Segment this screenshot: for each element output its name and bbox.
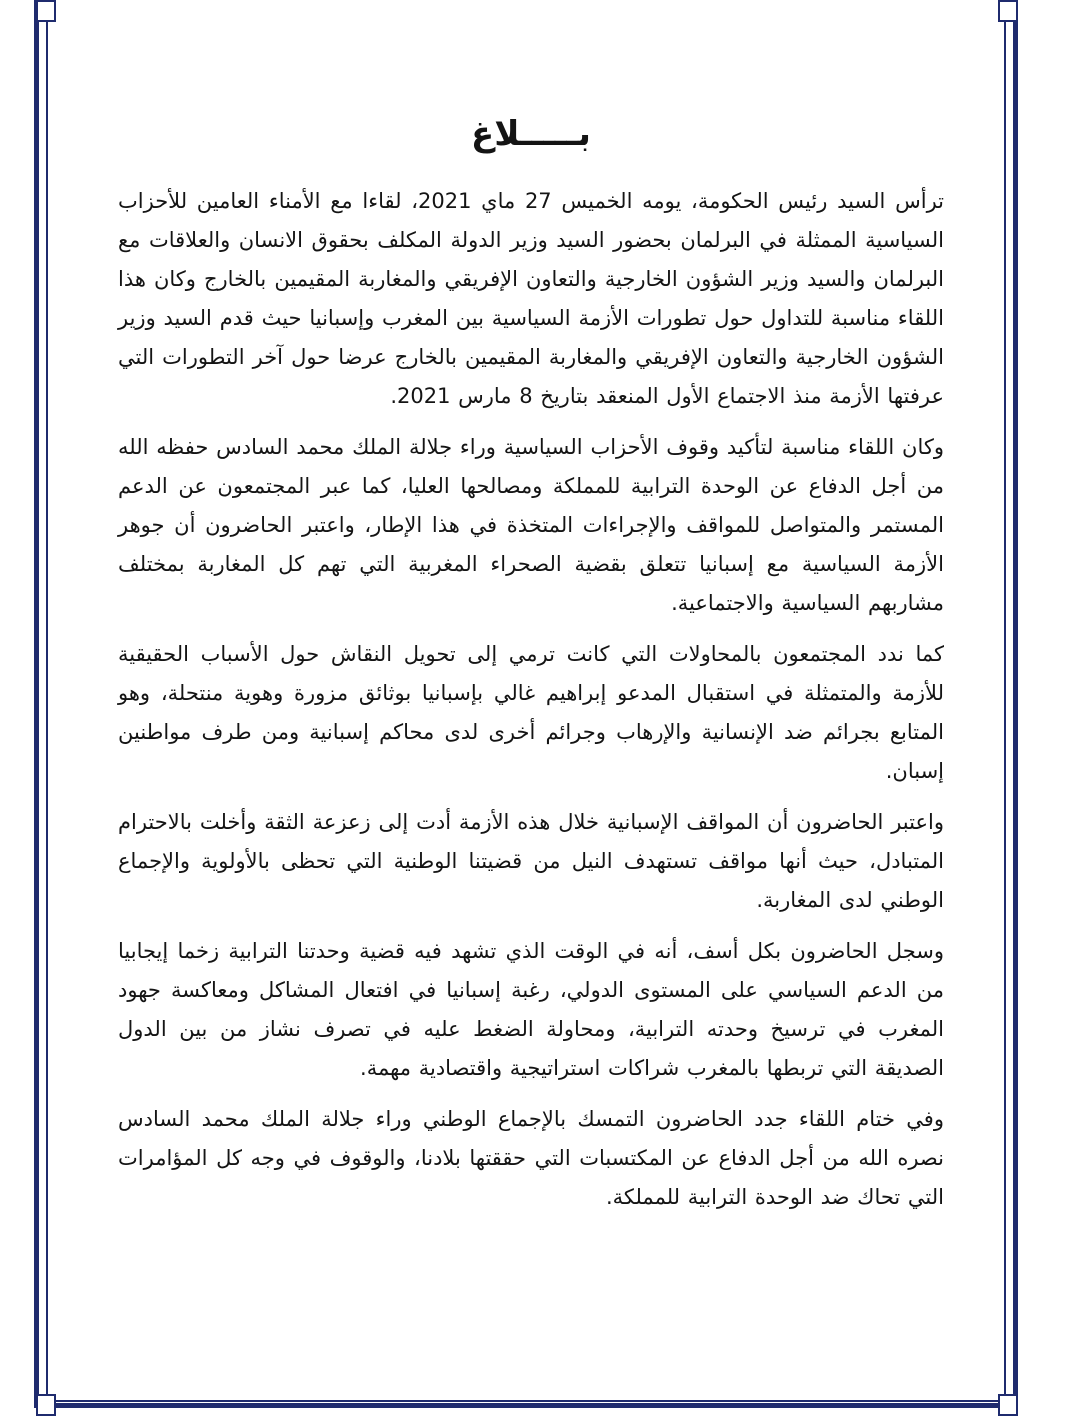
paragraph-6: وفي ختام اللقاء جدد الحاضرون التمسك بالإجماع الوطني وراء جلالة الملك محمد السادس نصره الله من أجل الدفاع عن المكتسبات التي حققتها بلادنا، والوقوف في وجه كل المؤامرات التي تحاك ضد الوحدة الترابية للمملكة. xyxy=(118,1107,944,1209)
document-title: بـــــلاغ xyxy=(471,114,591,154)
border-corner-ornament xyxy=(998,0,1018,22)
document-body xyxy=(118,104,944,1229)
paragraph-3: كما ندد المجتمعون بالمحاولات التي كانت ترمي إلى تحويل النقاش حول الأسباب الحقيقية للأزمة والمتمثلة في استقبال المدعو إبراهيم غالي بإسبانيا بوثائق مزورة وهوية منتحلة، وهو المتابع بجرائم ضد الإنسانية والإرهاب وجرائم أخرى لدى محاكم إسبانية ومن طرف مواطنين إسبان. xyxy=(118,642,944,783)
paragraph-5: وسجل الحاضرون بكل أسف، أنه في الوقت الذي تشهد فيه قضية وحدتنا الترابية زخما إيجابيا من الدعم السياسي على المستوى الدولي، رغبة إسبانيا في افتعال المشاكل ومعاكسة جهود المغرب في ترسيخ وحدته الترابية، ومحاولة الضغط عليه في تصرف نشاز من بين الدول الصديقة التي تربطها بالمغرب شراكات استراتيجية واقتصادية مهمة. xyxy=(118,939,944,1080)
border-corner-ornament xyxy=(998,1394,1018,1416)
paragraph-2: وكان اللقاء مناسبة لتأكيد وقوف الأحزاب السياسية وراء جلالة الملك محمد السادس حفظه الله من أجل الدفاع عن الوحدة الترابية للمملكة ومصالحها العليا، كما عبر المجتمعون عن الدعم المستمر والمتواصل للمواقف والإجراءات المتخذة في هذا الإطار، واعتبر الحاضرون أن جوهر الأزمة السياسية مع إسبانيا تتعلق بقضية الصحراء المغربية التي تهم كل المغاربة بمختلف مشاربهم السياسية والاجتماعية. xyxy=(118,435,944,615)
border-corner-ornament xyxy=(36,1394,56,1416)
border-corner-ornament xyxy=(36,0,56,22)
paragraph-1: ترأس السيد رئيس الحكومة، يومه الخميس 27 ماي 2021، لقاءا مع الأمناء العامين للأحزاب السياسية الممثلة في البرلمان بحضور السيد وزير الدولة المكلف بحقوق الانسان والعلاقات مع البرلمان والسيد وزير الشؤون الخارجية والتعاون الإفريقي والمغاربة المقيمين بالخارج وكان هذا اللقاء مناسبة للتداول حول تطورات الأزمة السياسية بين المغرب وإسبانيا حيث قدم السيد وزير الشؤون الخارجية والتعاون الإفريقي والمغاربة المقيمين بالخارج عرضا حول آخر التطورات التي عرفتها الأزمة منذ الاجتماع الأول المنعقد بتاريخ 8 مارس 2021. xyxy=(118,189,945,408)
paragraph-4: واعتبر الحاضرون أن المواقف الإسبانية خلال هذه الأزمة أدت إلى زعزعة الثقة وأخلت بالاحترام المتبادل، حيث أنها مواقف تستهدف النيل من قضيتنا الوطنية التي تحظى بالأولوية والإجماع الوطني لدى المغاربة. xyxy=(118,810,944,912)
